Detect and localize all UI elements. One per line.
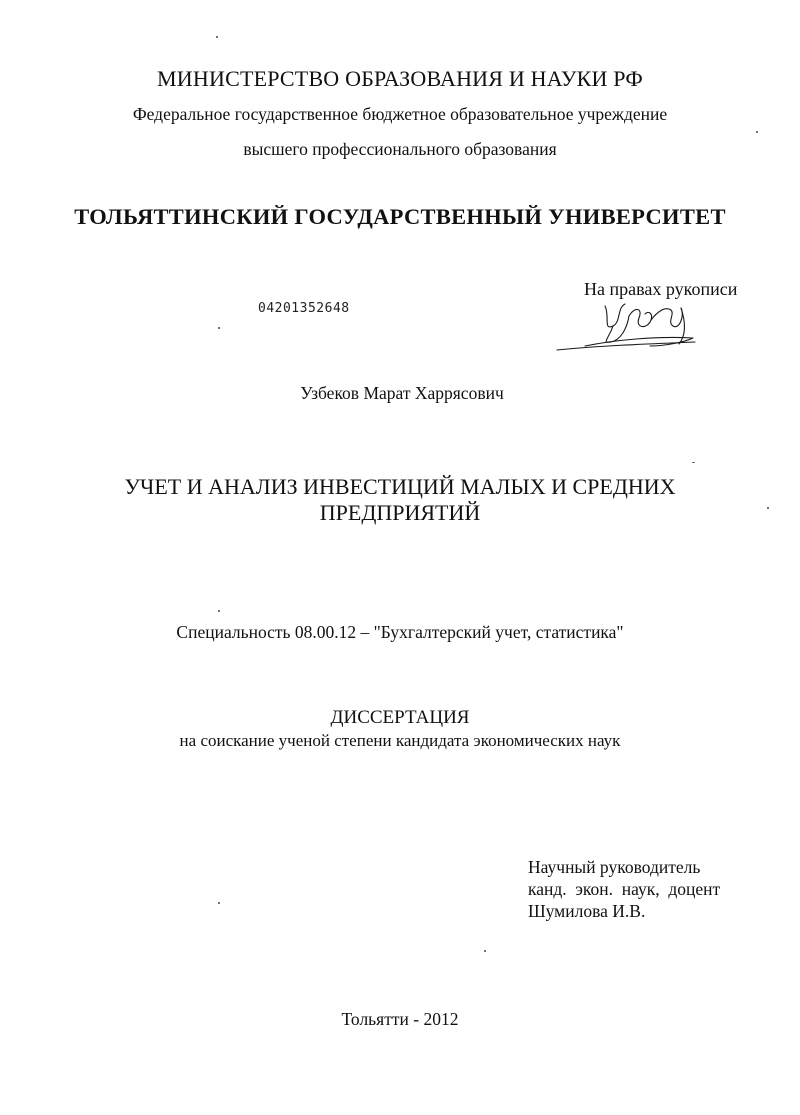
scan-speck [218,327,220,329]
scan-speck [756,131,758,133]
degree-description: на соискание ученой степени кандидата экономических наук [179,731,621,750]
author-signature [555,286,705,356]
advisor-name: Шумилова И.В. [528,901,646,921]
advisor-block [528,856,720,922]
institution-line-1: Федеральное государственное бюджетное образовательное учреждение [132,104,668,124]
scan-speck [218,610,220,612]
scan-speck [692,462,695,463]
scan-speck [767,507,769,509]
specialty: Специальность 08.00.12 – "Бухгалтерский учет, статистика" [176,622,624,642]
author-name: Узбеков Марат Харрясович [300,383,504,403]
manuscript-rights-note: На правах рукописи [584,279,738,299]
city-year: Тольятти - 2012 [341,1009,459,1029]
advisor-role: Научный руководитель [528,857,701,877]
institution-line-2: высшего профессионального образования [243,139,557,159]
scan-speck [484,950,486,952]
scan-speck [216,36,218,38]
library-code-stamp: 04201352648 [258,301,350,316]
university-name: ТОЛЬЯТТИНСКИЙ ГОСУДАРСТВЕННЫЙ УНИВЕРСИТЕТ [74,204,726,229]
ministry-heading: МИНИСТЕРСТВО ОБРАЗОВАНИЯ И НАУКИ РФ [157,66,643,91]
dissertation-title-line-1: УЧЕТ И АНАЛИЗ ИНВЕСТИЦИЙ МАЛЫХ И СРЕДНИХ [124,474,676,499]
document-type: ДИССЕРТАЦИЯ [330,707,470,728]
advisor-credentials: канд. экон. наук, доцент [528,879,721,899]
dissertation-title-line-2: ПРЕДПРИЯТИЙ [319,500,481,525]
scan-speck [218,902,220,904]
